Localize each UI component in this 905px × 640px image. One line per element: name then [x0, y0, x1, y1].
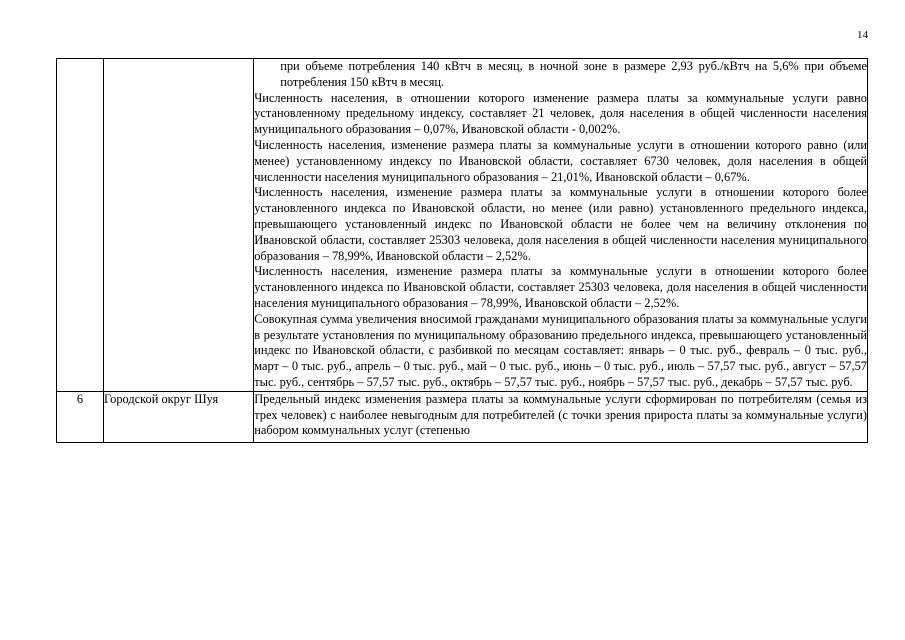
paragraph-between-indices: Численность населения, изменение размера платы за коммунальные услуги в отношении которого более установленного индекса по Ивановской области, но менее (или равно) установленного предельного индекса, превышающего установленный индекс по Ивановской области не более чем на величину отклонения по Ивановской области, составляет 25303 человека, доля населения в общей численности населения муниципального образования – 78,99%, Ивановской области – 2,52%.: [254, 185, 867, 263]
municipal-index-table: [56, 58, 868, 443]
municipality-name-cell: Городской округ Шуя: [104, 391, 254, 442]
paragraph-index-formation: Предельный индекс изменения размера платы за коммунальные услуги сформирован по потребителям (семья из трех человек) с наиболее невыгодным для потребителей (с точки зрения прироста платы за коммунальные услуги) набором коммунальных услуг (степенью: [254, 391, 867, 438]
paragraph-equal-index: Численность населения, в отношении которого изменение размера платы за коммунальные услуги равно установленному предельному индексу, составляет 21 человек, доля населения в общей численности населения муниципального образования – 0,07%, Ивановской области - 0,002%.: [254, 90, 867, 137]
paragraph-tariff-tail: при объеме потребления 140 кВтч в месяц, в ночной зоне в размере 2,93 руб./кВтч на 5,6% при объеме потребления 150 кВтч в месяц.: [280, 59, 867, 89]
table-row: [57, 391, 868, 442]
row-number-cell: 6: [57, 391, 104, 442]
paragraph-monthly-total: Совокупная сумма увеличения вносимой гражданами муниципального образования платы за коммунальные услуги в результате установления по муниципальному образованию предельного индекса, превышающего установленный индекс по Ивановской области, с разбивкой по месяцам составляет: январь – 0 тыс. руб., февраль – 0 тыс. руб., март – 0 тыс. руб., апрель – 0 тыс. руб., май – 0 тыс. руб., июнь – 0 тыс. руб., июль – 57,57 тыс. руб., август – 57,57 тыс. руб., сентябрь – 57,57 тыс. руб., октябрь – 57,57 тыс. руб., ноябрь – 57,57 тыс. руб., декабрь – 57,57 тыс. руб.: [254, 311, 867, 389]
table-row-continued: [57, 59, 868, 392]
description-cell: [254, 391, 868, 442]
page-number: 14: [857, 29, 868, 41]
description-cell: [254, 59, 868, 392]
paragraph-above-regional: Численность населения, изменение размера платы за коммунальные услуги в отношении которого более установленного индекса по Ивановской области, составляет 25303 человека, доля населения в общей численности населения муниципального образования – 78,99%, Ивановской области – 2,52%.: [254, 264, 867, 310]
row-number-cell: [57, 59, 104, 392]
municipality-name-cell: [104, 59, 254, 392]
paragraph-regional-index: Численность населения, изменение размера платы за коммунальные услуги в отношении которого равно (или менее) установленному индексу по Ивановской области, составляет 6730 человек, доля населения в общей численности населения муниципального образования – 21,01%, Ивановской области – 0,67%.: [254, 137, 867, 184]
